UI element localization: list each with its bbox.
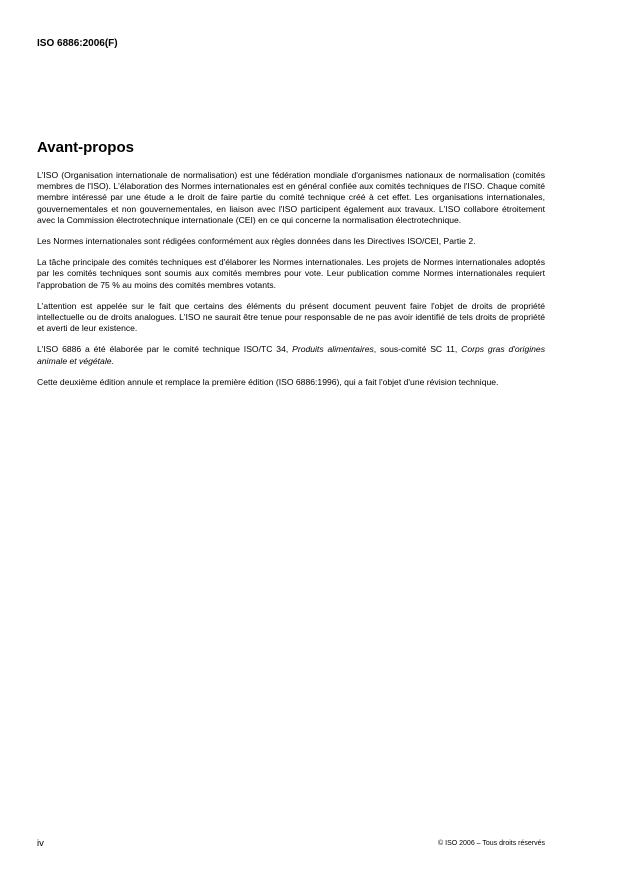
section-title: Avant-propos: [37, 139, 134, 156]
prepared-by-text-end: .: [111, 355, 114, 366]
page-number: iv: [37, 838, 44, 849]
committee-name: Produits alimentaires: [292, 344, 374, 355]
paragraph-prepared-by: [37, 344, 545, 366]
prepared-by-text: L'ISO 6886 a été élaborée par le comité technique ISO/TC 34,: [37, 344, 293, 355]
paragraph-directives: Les Normes internationales sont rédigées conformément aux règles données dans les Directives ISO/CEI, Partie 2.: [37, 236, 476, 247]
paragraph-technical-committees: La tâche principale des comités techniques est d'élaborer les Normes internationales. Les projets de Normes internationales adoptés par les comités techniques sont soumis aux comités membres pour vote. Leur publication comme Normes internationales requiert l'approbation de 75 % au moins des comités membres votants.: [37, 257, 545, 290]
paragraph-patent-notice: L'attention est appelée sur le fait que certains des éléments du présent document peuvent faire l'objet de droits de propriété intellectuelle ou de droits analogues. L'ISO ne saurait être tenue pour responsable de ne pas avoir identifié de tels droits de propriété et averti de leur existence.: [37, 300, 545, 334]
subcommittee-name: Corps gras d'origines animale et végétale: [37, 344, 545, 366]
foreword-body: [37, 170, 545, 398]
paragraph-iso-organisation: L'ISO (Organisation internationale de normalisation) est une fédération mondiale d'organismes nationaux de normalisation (comités membres de l'ISO). L'élaboration des Normes internationales est en général confiée aux comités techniques de l'ISO. Chaque comité membre intéressé par une étude a le droit de faire partie du comité technique créé à cet effet. Les organisations internationales, gouvernementales et non gouvernementales, en liaison avec l'ISO participent également aux travaux. L'ISO collabore étroitement avec la Commission électrotechnique internationale (CEI) en ce qui concerne la normalisation électrotechnique.: [37, 170, 545, 225]
paragraph-edition: Cette deuxième édition annule et remplace la première édition (ISO 6886:1996), qui a fait l'objet d'une révision technique.: [37, 376, 499, 387]
document-id: ISO 6886:2006(F): [37, 38, 118, 49]
copyright-notice: © ISO 2006 – Tous droits réservés: [438, 840, 545, 847]
prepared-by-text-cont: , sous-comité SC 11,: [373, 344, 462, 355]
